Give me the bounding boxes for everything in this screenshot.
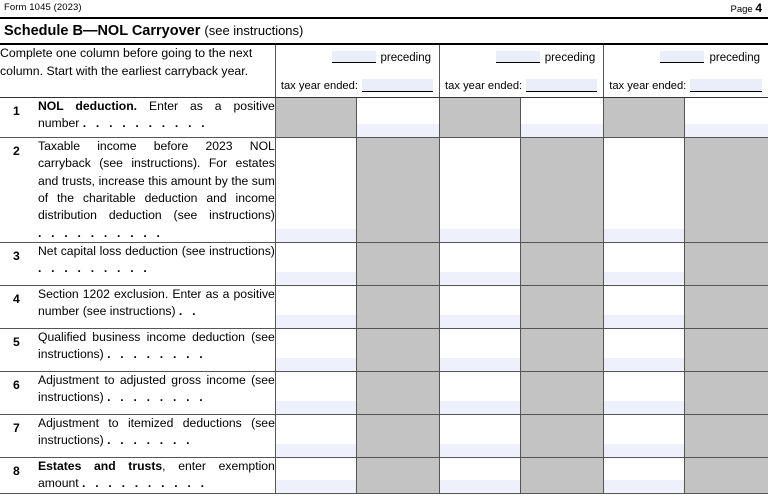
nol-carryover-table (0, 45, 768, 493)
table-header-row (0, 45, 768, 97)
line-1-col3-entry[interactable] (685, 97, 768, 137)
tax-year-ended-label-2: tax year ended: (445, 79, 523, 92)
line-1-col3-fill (685, 124, 768, 137)
tax-year-ended-line-2 (445, 79, 597, 92)
line-6-col2-fill (440, 401, 520, 414)
line-7-col1-blocked (356, 414, 439, 457)
line-8-col2-entry[interactable] (440, 457, 521, 493)
preceding-line-3 (604, 51, 760, 64)
line-2-col3-blocked (685, 137, 768, 242)
line-1-col1-entry[interactable] (356, 97, 439, 137)
line-5-col2-fill (440, 358, 520, 371)
tax-year-ended-label-3: tax year ended: (609, 79, 687, 92)
line-3-col1-entry[interactable] (275, 242, 356, 285)
line-3-col1-blocked (356, 242, 439, 285)
line-6-rest: Adjustment to adjusted gross income (see instructions) (38, 372, 275, 405)
column-header-2 (440, 45, 604, 97)
line-2-rest: Taxable income before 2023 NOL carryback (see instructions). For estates and trusts, increase this amount by the sum of the charitable deduction and income distribution deduction (see instructions) (38, 138, 275, 223)
page-topbar (0, 0, 768, 17)
line-1-col1-blocked (275, 97, 356, 137)
line-4-col1-fill (276, 315, 356, 328)
line-7-description (0, 414, 275, 457)
line-7-col3-entry[interactable] (604, 414, 685, 457)
line-3-number: 3 (13, 248, 20, 263)
line-5-description (0, 328, 275, 371)
page-indicator (730, 1, 762, 15)
line-3-col3-blocked (685, 242, 768, 285)
line-4-col1-blocked (356, 285, 439, 328)
line-1-col3-blocked (604, 97, 685, 137)
instruction-line-2: column. Start with the earliest carryback year. (0, 64, 249, 79)
line-6-text: Adjustment to adjusted gross income (see instructions) . . . . . . . . (38, 372, 275, 405)
line-5-col1-blocked (356, 328, 439, 371)
tax-year-ended-input-2[interactable] (526, 79, 597, 92)
line-3-description (0, 242, 275, 285)
page-label: Page (730, 4, 753, 15)
line-8-col1-blocked (356, 457, 439, 493)
line-2-col2-fill (440, 229, 520, 242)
line-4-col1-entry[interactable] (275, 285, 356, 328)
line-6-col1-entry[interactable] (275, 371, 356, 414)
line-6-col1-blocked (356, 371, 439, 414)
line-6-col1-fill (276, 401, 356, 414)
preceding-year-input-3[interactable] (660, 51, 704, 63)
table-row (0, 285, 768, 328)
line-2-col2-entry[interactable] (440, 137, 521, 242)
tax-year-ended-input-1[interactable] (362, 79, 433, 92)
line-1-description (0, 97, 275, 137)
line-4-text: Section 1202 exclusion. Enter as a positive number (see instructions) . . (38, 286, 275, 319)
line-6-col3-entry[interactable] (604, 371, 685, 414)
line-8-col2-blocked (521, 457, 604, 493)
line-6-col2-entry[interactable] (440, 371, 521, 414)
line-8-number: 8 (13, 463, 20, 478)
line-5-col1-entry[interactable] (275, 328, 356, 371)
line-6-col3-fill (604, 401, 684, 414)
line-5-col3-entry[interactable] (604, 328, 685, 371)
table-row (0, 328, 768, 371)
line-3-col3-entry[interactable] (604, 242, 685, 285)
tax-year-ended-line-3 (609, 79, 762, 92)
line-3-rest: Net capital loss deduction (see instructions) (38, 243, 275, 258)
line-7-number: 7 (13, 420, 20, 435)
line-2-col1-blocked (356, 137, 439, 242)
line-1-number: 1 (13, 103, 20, 118)
tax-year-ended-label-1: tax year ended: (280, 79, 358, 92)
line-8-rest: , enter exemption amount (38, 458, 275, 491)
line-1-rest: Enter as a positive number (38, 98, 275, 131)
tax-year-ended-input-3[interactable] (690, 79, 762, 92)
line-5-col3-blocked (685, 328, 768, 371)
line-2-col3-fill (604, 229, 684, 242)
line-5-col2-entry[interactable] (440, 328, 521, 371)
line-5-col2-blocked (521, 328, 604, 371)
line-2-number: 2 (13, 143, 20, 158)
schedule-title (0, 19, 768, 43)
line-4-col2-blocked (521, 285, 604, 328)
table-row (0, 457, 768, 493)
line-7-text: Adjustment to itemized deductions (see instructions) . . . . . . . (38, 415, 275, 448)
preceding-label-3: preceding (709, 52, 760, 65)
line-2-col3-entry[interactable] (604, 137, 685, 242)
line-2-col1-entry[interactable] (275, 137, 356, 242)
line-4-col3-entry[interactable] (604, 285, 685, 328)
line-2-col1-fill (276, 229, 356, 242)
line-1-col1-fill (357, 124, 439, 137)
preceding-label-1: preceding (380, 52, 432, 65)
line-7-col2-entry[interactable] (440, 414, 521, 457)
instruction-line-1: Complete one column before going to the next (0, 46, 253, 61)
line-8-col3-fill (604, 480, 684, 493)
schedule-title-main: Schedule B—NOL Carryover (4, 23, 201, 40)
preceding-year-input-2[interactable] (496, 51, 540, 63)
line-5-number: 5 (13, 334, 20, 349)
line-1-bold-lead: NOL deduction. (38, 98, 138, 113)
table-row (0, 414, 768, 457)
line-3-col2-entry[interactable] (440, 242, 521, 285)
line-2-col2-blocked (521, 137, 604, 242)
table-row (0, 242, 768, 285)
page-number: 4 (755, 1, 762, 15)
line-1-text: NOL deduction. Enter as a positive number . . . . . . . . . . (38, 98, 275, 131)
line-8-col1-fill (276, 480, 356, 493)
line-6-description (0, 371, 275, 414)
line-8-text: Estates and trusts, enter exemption amount . . . . . . . . . . (38, 458, 275, 491)
line-7-col3-fill (604, 444, 684, 457)
line-8-col3-blocked (685, 457, 768, 493)
line-4-rest: Section 1202 exclusion. Enter as a positive number (see instructions) (38, 286, 275, 319)
line-4-number: 4 (13, 291, 20, 306)
form-identifier: Form 1045 (2023) (4, 2, 82, 13)
line-8-bold-lead: Estates and trusts (38, 458, 163, 473)
line-8-col1-entry[interactable] (275, 457, 356, 493)
table-row (0, 137, 768, 242)
line-7-col1-entry[interactable] (275, 414, 356, 457)
line-4-col3-fill (604, 315, 684, 328)
line-3-col3-fill (604, 272, 684, 285)
line-2-text: Taxable income before 2023 NOL carryback (see instructions). For estates and trusts, increase this amount by the sum of the charitable deduction and income distribution deduction (see instructions) . . . . . . . . . . (38, 138, 275, 240)
preceding-line-2 (440, 51, 595, 64)
line-7-col1-fill (276, 444, 356, 457)
preceding-line-1 (276, 51, 431, 64)
line-7-rest: Adjustment to itemized deductions (see instructions) (38, 415, 275, 448)
column-header-3 (604, 45, 768, 97)
line-6-col3-blocked (685, 371, 768, 414)
line-3-col1-fill (276, 272, 356, 285)
line-1-col2-entry[interactable] (521, 97, 604, 137)
table-row (0, 371, 768, 414)
line-3-col2-blocked (521, 242, 604, 285)
line-4-col2-fill (440, 315, 520, 328)
column-header-1 (275, 45, 439, 97)
line-5-col3-fill (604, 358, 684, 371)
line-5-col1-fill (276, 358, 356, 371)
line-8-description (0, 457, 275, 493)
line-1-col2-blocked (440, 97, 521, 137)
line-7-col2-blocked (521, 414, 604, 457)
line-6-col2-blocked (521, 371, 604, 414)
line-7-col3-blocked (685, 414, 768, 457)
preceding-year-input-1[interactable] (332, 51, 376, 63)
line-4-col3-blocked (685, 285, 768, 328)
instruction-cell (0, 45, 275, 97)
line-3-col2-fill (440, 272, 520, 285)
line-6-number: 6 (13, 377, 20, 392)
table-row (0, 97, 768, 137)
line-8-col3-entry[interactable] (604, 457, 685, 493)
preceding-label-2: preceding (544, 52, 596, 65)
line-3-text: Net capital loss deduction (see instructions) . . . . . . . . . (38, 243, 275, 276)
line-1-col2-fill (521, 124, 603, 137)
schedule-title-note: (see instructions) (204, 23, 304, 39)
line-5-rest: Qualified business income deduction (see instructions) (38, 329, 275, 362)
line-4-description (0, 285, 275, 328)
line-2-description (0, 137, 275, 242)
tax-year-ended-line-1 (281, 79, 433, 92)
line-4-col2-entry[interactable] (440, 285, 521, 328)
line-7-col2-fill (440, 444, 520, 457)
line-8-col2-fill (440, 480, 520, 493)
line-5-text: Qualified business income deduction (see instructions) . . . . . . . . (38, 329, 275, 362)
